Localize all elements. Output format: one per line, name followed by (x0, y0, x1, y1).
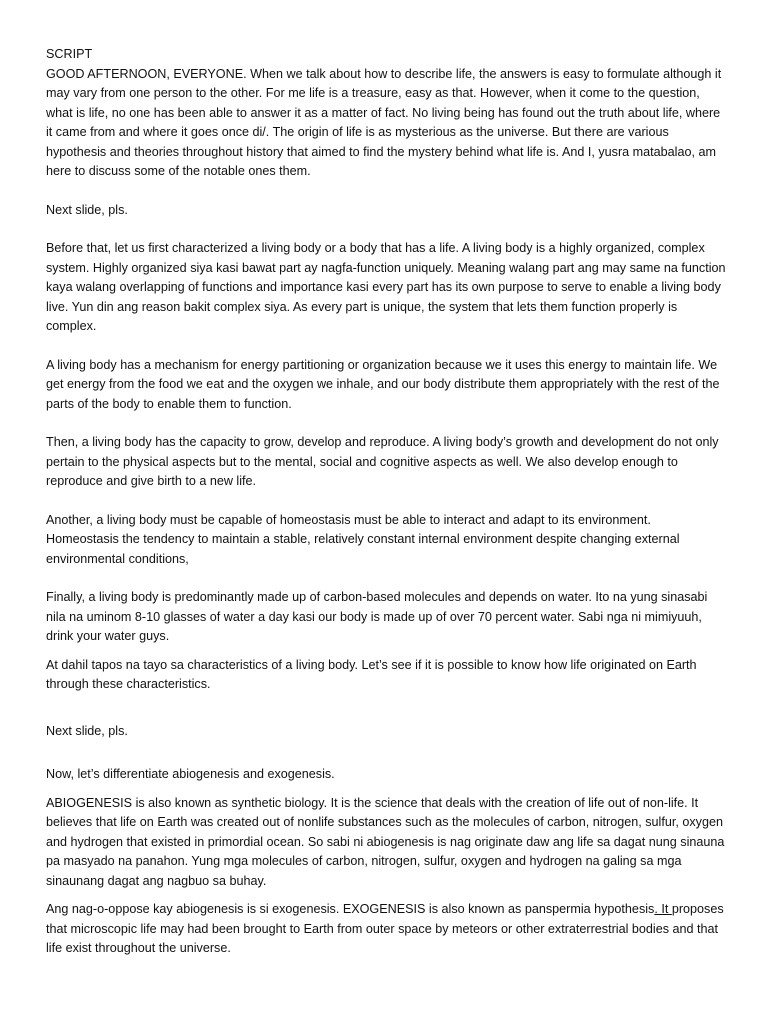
energy-paragraph: A living body has a mechanism for energy partitioning or organization because we it uses this energy to maintain life. We get energy from the food we eat and the oxygen we inhale, and our body distribute them appropriately with the rest of the parts of the body to enable them to function. (46, 357, 720, 411)
growth-paragraph: Then, a living body has the capacity to grow, develop and reproduce. A living body’s growth and development do not only pertain to the physical aspects but to the mental, social and cognitive aspects as well. We also develop enough to reproduce and give birth to a new life. (46, 435, 719, 488)
abiogenesis-paragraph: ABIOGENESIS is also known as synthetic biology. It is the science that deals with the creation of life out of non-life. It believes that life on Earth was created out of nonlife substances such as the molecules of carbon, nitrogen, sulfur, oxygen and hydrogen that existed in primordial ocean. So sabi ni abiogenesis is nag originate daw ang life sa dagat nung sinauna pa masyado na panahon. Yung mga molecules of carbon, nitrogen, sulfur, oxygen and hydrogen na galing sa mga sinaunang dagat ang nagbuo sa buhay. (46, 795, 725, 888)
differentiate-paragraph: Now, let’s differentiate abiogenesis and exogenesis. (46, 767, 335, 781)
living-body-paragraph: Before that, let us first characterized a living body or a body that has a life. A living body is a highly organized, complex system. Highly organized siya kasi bawat part ay nagfa-function uniquely. Meaning walang part ang may same na function kaya walang overlapping of functions and importance kasi every part has its own purpose to serve to enable a living body live. Yun din ang reason bakit complex siya. As every part is unique, the system that lets them function properly is complex. (46, 241, 726, 333)
exogenesis-text-start: Ang nag-o-oppose kay abiogenesis is si exogenesis. EXOGENESIS is also known as panspermia hypothesis (46, 902, 655, 916)
carbon-water-paragraph: Finally, a living body is predominantly made up of carbon-based molecules and depends on water. Ito na yung sinasabi nila na uminom 8-10 glasses of water a day kasi our body is made up of over 70 percent water. Sabi nga ni mimiyuuh, drink your water guys. (46, 590, 708, 643)
next-slide-note: Next slide, pls. (46, 202, 128, 217)
exogenesis-text-underlined: . It (654, 902, 672, 916)
transition-paragraph: At dahil tapos na tayo sa characteristics of a living body. Let’s see if it is possible to know how life originated on Earth through these characteristics. (46, 657, 697, 691)
intro-paragraph: GOOD AFTERNOON, EVERYONE. When we talk about how to describe life, the answers is easy to formulate although it may vary from one person to the other. For me life is a treasure, easy as that. However, when it come to the question, what is life, no one has been able to answer it as a matter of fact. No living being has found out the truth about life, where it came from and where it goes once di/. The origin of life is as mysterious as the universe. But there are various hypothesis and theories throughout history that aimed to find the mystery behind what life is. And I, yusra matabalao, am here to discuss some of the notable ones them. (46, 66, 722, 178)
document-page (46, 45, 726, 959)
script-title: SCRIPT (46, 47, 93, 61)
exogenesis-text-end: proposes that microscopic life may had been brought to Earth from outer space by meteors or other extraterrestrial bodies and that life exist throughout the universe. (46, 902, 724, 955)
exogenesis-paragraph (46, 900, 726, 959)
homeostasis-paragraph: Another, a living body must be capable of homeostasis must be able to interact and adapt to its environment. Homeostasis the tendency to maintain a stable, relatively constant internal environment despite changing external environmental conditions, (46, 512, 680, 566)
next-slide-note-2: Next slide, pls. (46, 723, 128, 738)
